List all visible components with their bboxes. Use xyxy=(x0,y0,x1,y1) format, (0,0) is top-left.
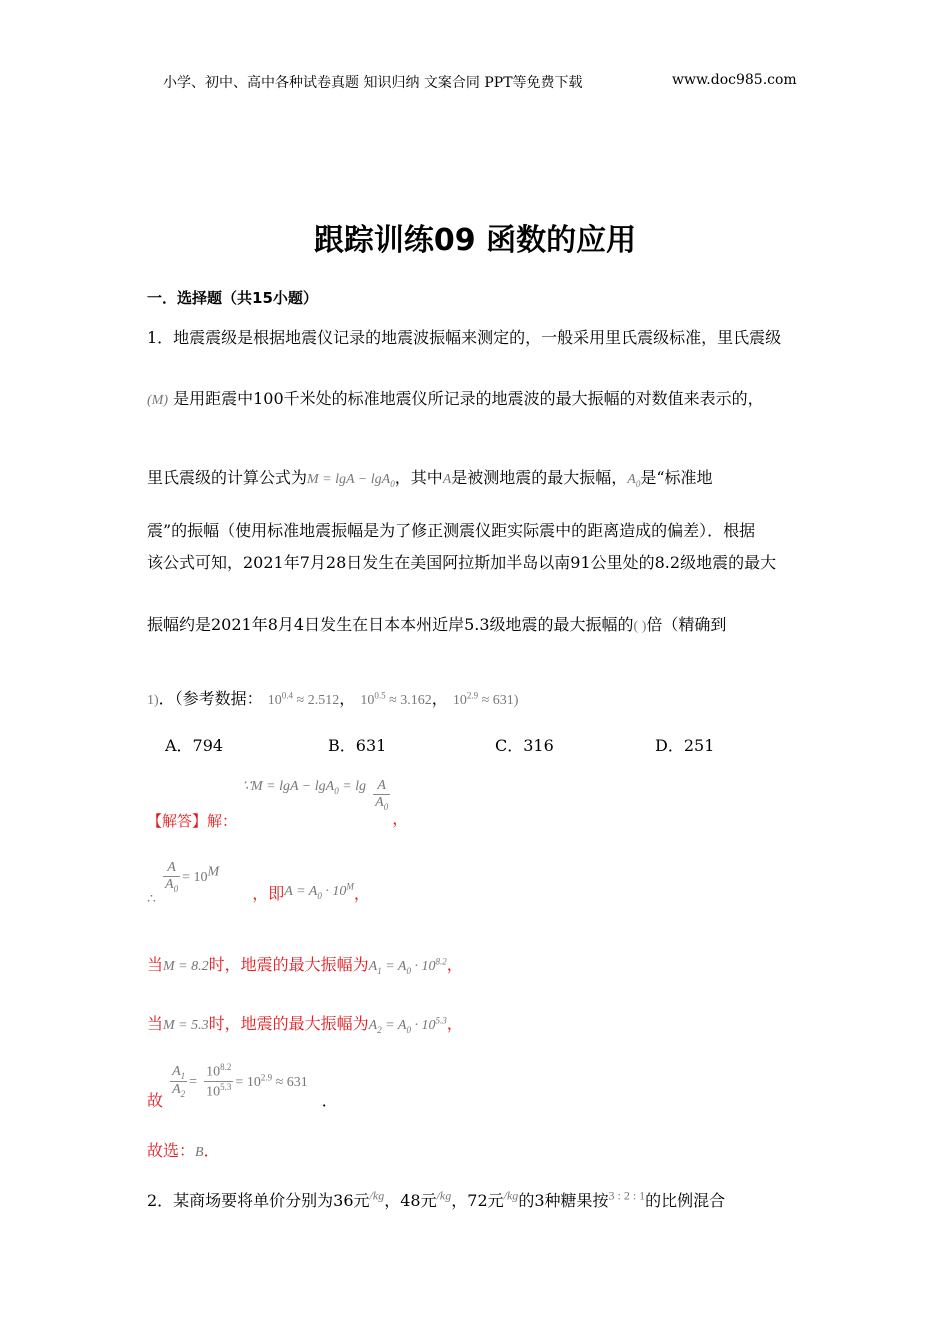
q1-line5: 该公式可知，2021年7月28日发生在美国阿拉斯加半岛以南91公里处的8.2级地震的最大 xyxy=(147,553,777,572)
q1-line2-text: 是用距震中100千米处的标准地震仪所记录的地震波的最大振幅的对数值来表示的， xyxy=(173,389,764,408)
ref-data-1: $10^{0.4} \approx 2.512$ xyxy=(267,690,340,708)
option-c[interactable]: C．316 xyxy=(495,736,554,755)
header-left: 小学、初中、高中各种试卷真题 知识归纳 文案合同 PPT等免费下载 xyxy=(163,75,583,91)
ratio: 3 : 2 : 1 xyxy=(608,1188,646,1203)
answer-blank: ( ) xyxy=(633,619,647,634)
q1-line4: 震”的振幅（使用标准地震振幅是为了修正测震仪距实际震中的距离造成的偏差）．根据 xyxy=(147,521,756,540)
math-A: A xyxy=(442,472,452,487)
q1-line1: 1．地震震级是根据地震仪记录的地震波振幅来测定的，一般采用里氏震级标准，里氏震级 xyxy=(147,328,782,347)
option-a[interactable]: A．794 xyxy=(165,736,224,755)
formula-richter: M = lgA − lgA$_0$ xyxy=(307,472,395,489)
q1-line3a: 里氏震级的计算公式为 xyxy=(147,468,308,487)
eq-A1: $A_1 = A_0 \cdot 10^{8.2}$ xyxy=(368,956,447,976)
solution-jiji: ，即 xyxy=(252,884,285,904)
q1-line6a: 振幅约是2021年8月4日发生在日本本州近岸5.3级地震的最大振幅的 xyxy=(147,615,634,634)
solution-line2: ∴ $\frac{A}{A_0}$ = $10^M$ ，即$A = A_0 \cdot 10^M$， xyxy=(147,860,370,908)
q1-math-M: (M) xyxy=(147,393,168,408)
fraction-powers: $\frac{10^{8.2}}{10^{5.3}}$ xyxy=(206,1062,232,1100)
m-5-3: M = 5.3 xyxy=(163,1018,209,1033)
option-d[interactable]: D．251 xyxy=(655,736,715,755)
therefore-symbol: ∴ xyxy=(147,892,156,908)
q1-precision: 1) xyxy=(147,693,159,708)
eq-A2: $A_2 = A_0 \cdot 10^{5.3}$ xyxy=(368,1015,447,1035)
section-heading: 一．选择题（共15小题） xyxy=(147,289,318,307)
result-631: = $10^{2.9} \approx 631$ xyxy=(235,1072,308,1090)
header-url[interactable]: www.doc985.com xyxy=(672,72,797,88)
q1-line2 xyxy=(147,386,764,409)
solution-gu: 故 xyxy=(147,1090,164,1110)
eq-A-rhs: $A = A_0 \cdot 10^M$ xyxy=(284,881,354,902)
fraction-A1-A2: $\frac{A_1}{A_2}$ xyxy=(172,1063,186,1099)
answer-B: B xyxy=(195,1145,204,1160)
q1-line3b: ，其中 xyxy=(394,468,443,487)
q2-line1: 2．某商场要将单价分别为36元$^{/kg}$，48元$^{/kg}$，72元$^{/kg}$的3种糖果按$^{3 : 2 : 1}$的比例混合 xyxy=(147,1188,726,1210)
solution-answer: 故选：B． xyxy=(147,1141,220,1160)
fraction-A-over-A0: $\frac{A}{A_0}$ xyxy=(375,778,389,812)
math-A0: $A_0$ xyxy=(627,472,641,489)
q1-line7: 1)．（参考数据： $10^{0.4} \approx 2.512$， $10^{0.5} \approx 3.162$， $10^{2.9} \approx 631$) xyxy=(147,689,519,708)
ref-data-2: $10^{0.5} \approx 3.162$ xyxy=(360,690,432,708)
option-b[interactable]: B．631 xyxy=(328,736,387,755)
solution-line5: 故 $\frac{A_1}{A_2}$ = $\frac{10^{8.2}}{10^{5.3}}$ = $10^{2.9} \approx 631$． xyxy=(147,1062,338,1110)
solution-line3: 当M = 8.2时，地震的最大振幅为$A_1 = A_0 \cdot 10^{8.2}$， xyxy=(147,955,463,976)
m-8-2: M = 8.2 xyxy=(163,959,209,974)
q1-line3 xyxy=(147,465,713,489)
eq-10-M: = $10^M$ xyxy=(182,864,220,886)
solution-line4: 当M = 5.3时，地震的最大振幅为$A_2 = A_0 \cdot 10^{5.3}$， xyxy=(147,1014,463,1035)
q1-line6b: 倍（精确到 xyxy=(646,615,727,634)
page-title: 跟踪训练09 函数的应用 xyxy=(313,223,637,258)
q1-line3c: 是被测地震的最大振幅， xyxy=(451,468,628,487)
ref-data-3: $10^{2.9} \approx 631$) xyxy=(452,690,519,708)
q1-line3d: 是“标准地 xyxy=(640,468,713,487)
solution-formula-1: ∵M = lgA − lgA$_0$ = lg xyxy=(242,779,367,796)
q1-line6 xyxy=(147,612,726,635)
solution-tag: 【解答】解： xyxy=(147,812,238,830)
solution-line1: 【解答】解： ∵M = lgA − lgA$_0$ = lg $\frac{A}{A_0}$ ， xyxy=(147,778,409,830)
fraction-ratio: $\frac{A}{A_0}$ xyxy=(165,860,179,894)
q1-ref-label: ．（参考数据： xyxy=(158,689,263,708)
